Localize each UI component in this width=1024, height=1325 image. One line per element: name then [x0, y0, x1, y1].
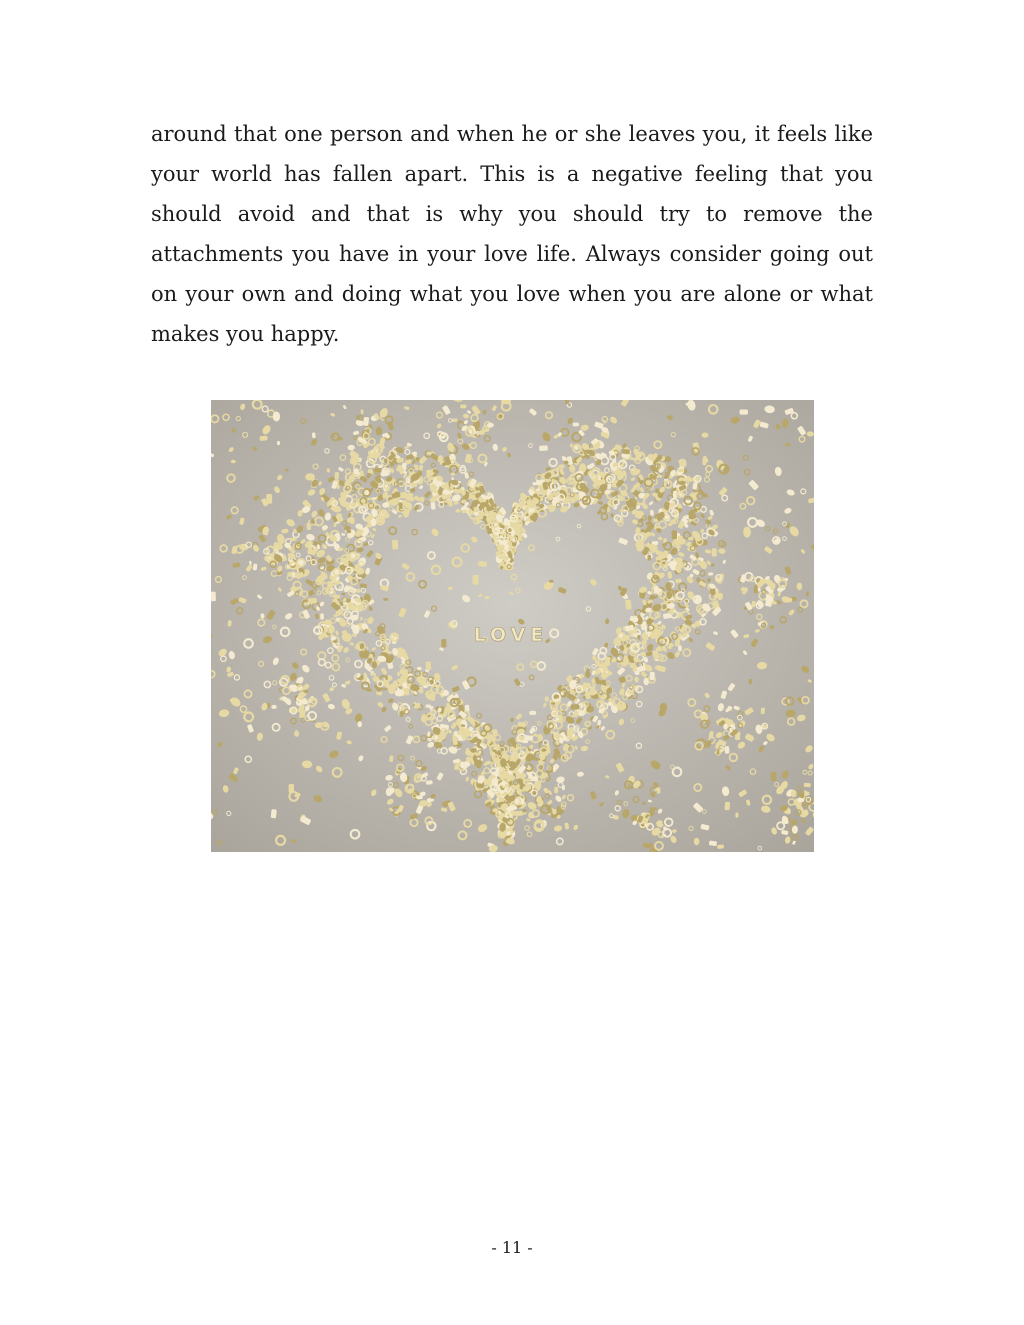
pasta-piece: [312, 432, 316, 438]
pasta-piece: [372, 497, 376, 500]
pasta-piece: [404, 688, 409, 696]
pasta-piece: [637, 660, 641, 663]
pasta-piece: [549, 580, 554, 583]
pasta-piece: [650, 672, 655, 680]
pasta-piece: [539, 445, 548, 451]
pasta-piece: [407, 478, 410, 483]
pasta-piece: [211, 592, 216, 602]
pasta-piece: [571, 704, 580, 709]
pasta-piece: [431, 502, 436, 510]
pasta-piece: [573, 423, 579, 427]
pasta-piece: [383, 598, 388, 601]
pasta-piece: [724, 802, 730, 811]
pasta-piece: [611, 513, 614, 518]
pasta-piece: [335, 472, 340, 479]
love-word: LOVE: [473, 624, 549, 646]
pasta-piece: [389, 755, 393, 762]
pasta-piece: [624, 658, 629, 665]
pasta-piece: [675, 557, 682, 562]
pasta-piece: [647, 555, 651, 561]
pasta-piece: [478, 561, 487, 567]
pasta-piece: [417, 667, 422, 671]
pasta-piece: [352, 634, 357, 637]
pasta-piece: [474, 759, 479, 766]
pasta-piece: [320, 613, 324, 619]
pasta-piece: [625, 600, 632, 610]
pasta-piece: [259, 436, 267, 441]
pasta-piece: [678, 468, 684, 472]
pasta-piece: [392, 540, 398, 550]
pasta-piece: [410, 483, 417, 488]
pasta-piece: [748, 679, 752, 685]
pasta-piece: [753, 585, 758, 593]
pasta-piece: [725, 746, 730, 754]
pasta-piece: [622, 449, 630, 454]
pasta-piece: [474, 512, 480, 516]
pasta-piece: [271, 705, 277, 709]
pasta-piece: [426, 661, 432, 670]
pasta-piece: [551, 702, 555, 705]
pasta-piece: [299, 699, 308, 705]
pasta-piece: [740, 410, 749, 415]
pasta-piece: [514, 811, 522, 816]
pasta-piece: [761, 707, 766, 714]
pasta-piece: [717, 844, 724, 849]
pasta-piece: [797, 583, 803, 591]
pasta-piece: [804, 783, 811, 788]
pasta-piece: [227, 620, 231, 626]
pasta-piece: [702, 459, 706, 465]
pasta-piece: [665, 472, 670, 475]
body-paragraph: around that one person and when he or she leaves you, it feels like your world has fallen apart. This is a negative feeling that you should avoid and that is why you should try to remove the attachments you have in your love life. Always consider going out on your own and doing what you love when you are alone or what makes you happy.: [151, 122, 873, 346]
pasta-piece: [363, 417, 369, 426]
pasta-piece: [504, 564, 513, 570]
pasta-piece: [630, 457, 635, 460]
pasta-piece: [708, 572, 713, 575]
pasta-piece: [672, 530, 677, 539]
pasta-piece: [648, 515, 652, 521]
alphabet-pasta-heart-photo: [211, 400, 814, 852]
pasta-piece: [396, 458, 404, 463]
pasta-piece: [678, 645, 682, 651]
pasta-piece: [473, 575, 479, 585]
pasta-piece: [529, 711, 536, 715]
pasta-piece: [562, 785, 565, 790]
pasta-piece: [415, 465, 418, 470]
pasta-piece: [303, 599, 308, 602]
pasta-piece: [271, 809, 277, 818]
pasta-piece: [554, 787, 558, 794]
pasta-piece: [291, 839, 297, 843]
pasta-piece: [441, 639, 446, 648]
pasta-piece: [735, 812, 738, 817]
pasta-piece: [771, 772, 777, 781]
pasta-piece: [569, 727, 574, 734]
pasta-piece: [341, 533, 345, 536]
page-number: - 11 -: [491, 1238, 533, 1257]
pasta-piece: [585, 691, 590, 697]
pasta-piece: [460, 405, 466, 409]
pasta-piece: [712, 548, 717, 556]
pasta-piece: [308, 598, 317, 604]
pasta-piece: [308, 549, 316, 554]
pasta-piece: [452, 736, 457, 745]
